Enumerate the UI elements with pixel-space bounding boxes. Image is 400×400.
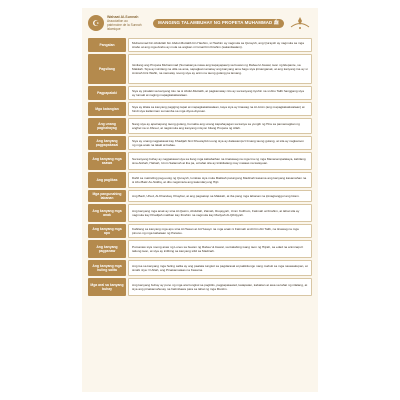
organization-name: Wahaat Al-Sunnah bbox=[107, 15, 139, 19]
table-row bbox=[88, 224, 312, 238]
row-label: Pagpapalaki bbox=[88, 86, 126, 100]
table-row bbox=[88, 152, 312, 170]
row-value: Sa kanyang buhay ay nagpakasal siya sa ilang mga kababaihan na tinatawag na mga Ina ng mga Mananampalataya, kabilang sina Aishah, Hafsah, Umm Salamah at iba pa, at lahat sila ay kinikilalang may mataas na katayuan. bbox=[128, 152, 312, 170]
table-row bbox=[88, 204, 312, 222]
table-row bbox=[88, 260, 312, 276]
table-row bbox=[88, 86, 312, 100]
row-value: Siya ay kilala sa kanyang pagiging tapat at mapagkakatiwalaan, kaya siya ay tinawag na Al-Amin (ang mapagkakatiwalaan) at hindi siya kailanman sumamba sa mga diyus-diyosan. bbox=[128, 102, 312, 116]
row-value: Siya ay unang nagpakasal kay Khadijah bint Khuwaylid noong siya ay dalawampu't limang taong gulang, at sila ay nagkaroon ng mga anak na lalaki at babae. bbox=[128, 136, 312, 150]
row-label: Mga katangian bbox=[88, 102, 126, 116]
organization-name-block bbox=[107, 15, 149, 31]
row-value: Nang siya ay apatnapung taong gulang, bumaba ang unang kapahayagan sa kanya sa yungib ng Hira sa pamamagitan ng anghel na si Jibreel, at nagsimula ang kanyang misyon bilang Propeta ng Allah. bbox=[128, 118, 312, 134]
table-row bbox=[88, 240, 312, 258]
row-value: Ang Badr, Uhud, Al-Khandaq, Khaybar, at ang pagsakop sa Makkah, at iba pang mga labanan na ipinagtanggol ang Islam. bbox=[128, 190, 312, 202]
ornament-icon bbox=[288, 15, 312, 31]
row-value: Kabilang sa kanyang mga apo sina Al-Hasan at Al-Husayn na mga anak ni Fatimah at Ali bin Abi Talib, na tinawag na mga pinuno ng mga kabataan ng Paraiso. bbox=[128, 224, 312, 238]
row-value: Isinilang ang Propeta Muhammad (Sumakanya nawa ang kapayapaan) sa buwan ng Rabee'ul Awwal, taon ng Elepante, sa Makkah. Siya ay isinilang na ulila sa ama, sapagkat namatay ang kanyang ama bago siya ipinanganak, at ang kanyang ina ay si Aminah bint Wahb, na namatay noong siya ay anim na taong gulang pa lamang. bbox=[128, 54, 312, 84]
organization-line-2: Association au bbox=[107, 19, 128, 23]
row-value: Ang kanyang mga anak ay sina Al-Qasim, Abdullah, Zainab, Ruqayyah, Umm Kulthum, Fatimah at Ibrahim, at lahat sila ay nagmula kay Khadijah maliban kay Ibrahim na nagmula kay Mariyah Al-Qibtiyyah. bbox=[128, 204, 312, 222]
row-label: Ang kanyang pagpanaw bbox=[88, 240, 126, 258]
row-label: Mga pangunahing labanan bbox=[88, 190, 126, 202]
table-row bbox=[88, 118, 312, 134]
document-page bbox=[82, 8, 318, 392]
organization-line-3: patrimoine de la Sunnah islamique bbox=[107, 23, 142, 31]
table-row bbox=[88, 136, 312, 150]
row-value: Siya ay pinalaki sa kanyang lolo na si Abdul-Muttalib, at pagkamatay nito ay sa kanyang tiyuhin na si Abu Talib hanggang siya ay lumaki at naging mapagkakatiwalaan. bbox=[128, 86, 312, 100]
row-label: Ang kanyang mga anak bbox=[88, 204, 126, 222]
table-row bbox=[88, 102, 312, 116]
table-row bbox=[88, 278, 312, 296]
row-label: Ang kanyang mga apo bbox=[88, 224, 126, 238]
info-table bbox=[88, 38, 312, 296]
row-label: Mga aral sa kanyang buhay bbox=[88, 278, 126, 296]
row-label: Pagsilang bbox=[88, 54, 126, 84]
table-row bbox=[88, 54, 312, 84]
organization-logo-icon: ☪ bbox=[88, 15, 104, 31]
row-value: Ang kanyang buhay ay puno ng mga aral tungkol sa pagtitiis, pagpapatawad, katapatan, kabaitan at awa sa lahat ng nilalang, at siya ang pinakamahusay na halimbawa para sa lahat ng mga Muslim. bbox=[128, 278, 312, 296]
row-label: Ang kanyang pagpapakasal bbox=[88, 136, 126, 150]
row-value: Ang isa sa kanyang mga huling salita ay ang paalala tungkol sa pagdarasal at pakikitungo nang mabuti sa mga nasasakupan, at sinabi niya: O Allah, ang Pinakamataas na Kasama. bbox=[128, 260, 312, 276]
row-value: Muhammad bin Abdullah bin Abdul-Muttalib bin Hashim, si Hashim ay nagmula sa Quraysh, ang Quraysh ay nagmula sa mga Arabo at ang mga Arabo ay mula sa angkan ni Ismail bin Ibrahim (sakanilaalam). bbox=[128, 38, 312, 52]
page-title: MANGING TALAMBUHAY NG PROPETA MUHAMMAD ﷺ bbox=[153, 19, 284, 28]
table-row bbox=[88, 172, 312, 188]
row-label: Ang unang paghahayag bbox=[88, 118, 126, 134]
row-value: Dahil sa matinding pag-uusig ng Quraysh, lumikas siya mula Makkah patungong Madinah kasama ang kanyang kasamahan na si Abu Bakr As-Siddiq, at dito nagsimula ang kalendaryong Hijri. bbox=[128, 172, 312, 188]
row-label: Ang kanyang mga asawa bbox=[88, 152, 126, 170]
row-value: Pumanaw siya noong araw ng Lunes sa buwan ng Rabee'ul Awwal, sa ikalabing isang taon ng Hijrah, sa edad na animnapu't tatlong taon, at siya ay inilibing sa kanyang silid sa Madinah. bbox=[128, 240, 312, 258]
table-row bbox=[88, 38, 312, 52]
header bbox=[88, 12, 312, 34]
row-label: Pangalan bbox=[88, 38, 126, 52]
table-row bbox=[88, 190, 312, 202]
row-label: Ang paglikas bbox=[88, 172, 126, 188]
row-label: Ang kanyang mga huling salita bbox=[88, 260, 126, 276]
